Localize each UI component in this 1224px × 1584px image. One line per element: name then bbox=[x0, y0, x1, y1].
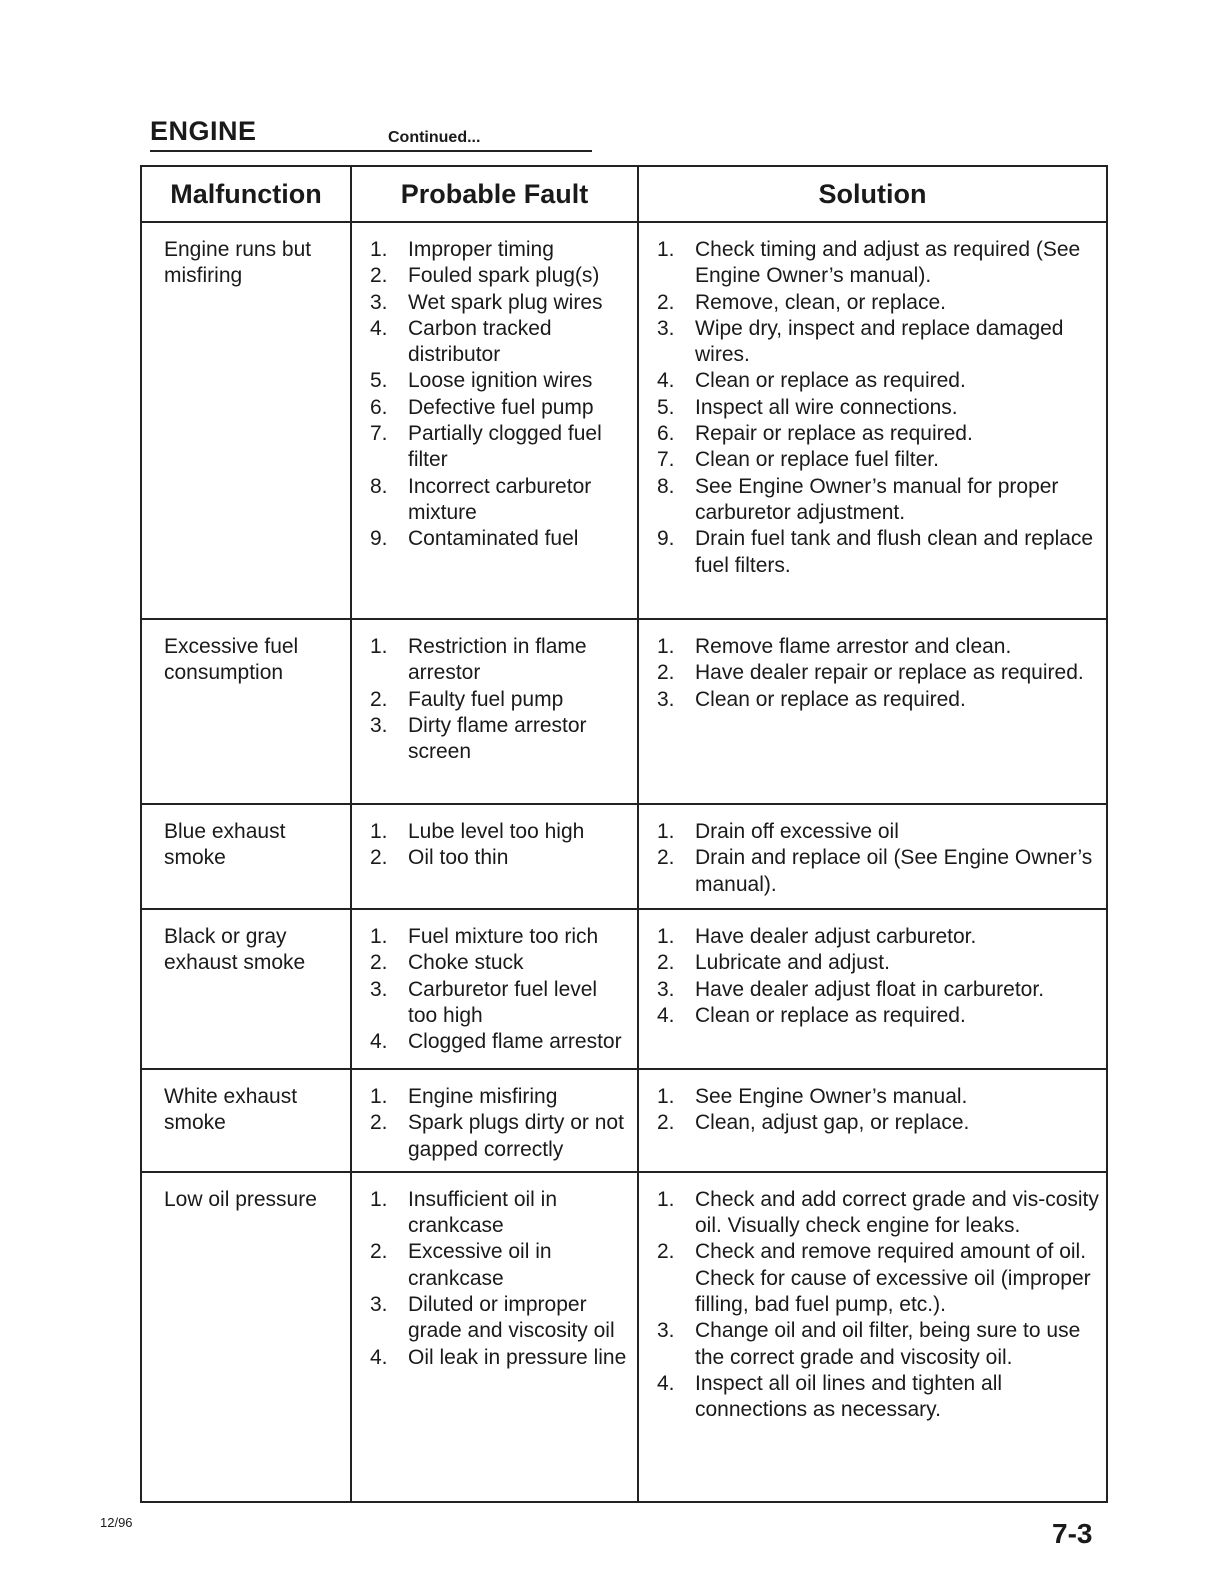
column-header-malfunction: Malfunction bbox=[141, 166, 351, 222]
malfunction-cell: Low oil pressure bbox=[141, 1172, 351, 1502]
item-number: 5. bbox=[657, 395, 675, 419]
item-number: 3. bbox=[370, 977, 388, 1001]
table-row bbox=[141, 909, 1107, 1069]
item-text: Oil leak in pressure line bbox=[408, 1345, 627, 1369]
item-text: Excessive oil in crankcase bbox=[408, 1240, 552, 1290]
list-item bbox=[370, 290, 631, 316]
item-number: 1. bbox=[657, 925, 675, 948]
list-item bbox=[370, 526, 631, 552]
list-item bbox=[370, 977, 631, 1030]
item-text: Improper timing bbox=[408, 238, 554, 261]
column-header-solution: Solution bbox=[638, 166, 1107, 222]
item-text: Remove flame arrestor and clean. bbox=[695, 635, 1012, 658]
list-item bbox=[657, 1239, 1100, 1318]
probable-fault-list bbox=[370, 924, 631, 1055]
probable-fault-list bbox=[370, 1187, 631, 1371]
item-text: Defective fuel pump bbox=[408, 395, 594, 419]
item-text: Change oil and oil filter, being sure to use the correct grade and viscosity oil. bbox=[695, 1319, 1081, 1369]
list-item bbox=[370, 421, 631, 474]
item-text: Clogged flame arrestor bbox=[408, 1030, 622, 1054]
list-item bbox=[657, 237, 1100, 290]
table-row bbox=[141, 1069, 1107, 1172]
list-item bbox=[370, 368, 631, 394]
section-title: ENGINE bbox=[150, 116, 257, 146]
section-header bbox=[150, 112, 592, 152]
item-number: 4. bbox=[370, 1345, 388, 1369]
probable-fault-list bbox=[370, 237, 631, 553]
item-number: 2. bbox=[370, 687, 388, 711]
item-text: Clean or replace as required. bbox=[695, 1003, 966, 1027]
item-number: 3. bbox=[370, 290, 388, 314]
item-text: Wet spark plug wires bbox=[408, 290, 603, 314]
list-item bbox=[657, 395, 1100, 421]
table-row bbox=[141, 619, 1107, 804]
list-item bbox=[370, 316, 631, 369]
malfunction-cell: Engine runs but misfiring bbox=[141, 222, 351, 619]
item-number: 1. bbox=[370, 238, 388, 261]
item-text: Clean or replace fuel filter. bbox=[695, 448, 939, 472]
list-item bbox=[657, 634, 1100, 660]
item-text: See Engine Owner’s manual. bbox=[695, 1085, 968, 1108]
item-number: 2. bbox=[370, 1240, 388, 1264]
list-item bbox=[370, 845, 631, 871]
item-text: Lubricate and adjust. bbox=[695, 951, 890, 975]
list-item bbox=[370, 713, 631, 766]
solution-list bbox=[657, 1084, 1100, 1137]
item-number: 2. bbox=[657, 290, 675, 314]
item-text: Spark plugs dirty or not gapped correctly bbox=[408, 1111, 624, 1161]
list-item bbox=[657, 660, 1100, 686]
probable-fault-cell bbox=[351, 1069, 638, 1172]
probable-fault-list bbox=[370, 1084, 631, 1163]
item-number: 2. bbox=[370, 1111, 388, 1135]
item-text: Have dealer adjust float in carburetor. bbox=[695, 977, 1045, 1001]
item-number: 6. bbox=[657, 422, 675, 446]
item-number: 2. bbox=[370, 846, 388, 870]
list-item bbox=[370, 263, 631, 289]
item-text: Faulty fuel pump bbox=[408, 687, 564, 711]
item-number: 3. bbox=[370, 1293, 388, 1317]
item-number: 1. bbox=[657, 1187, 675, 1211]
item-text: Inspect all wire connections. bbox=[695, 395, 958, 419]
list-item bbox=[657, 474, 1100, 527]
table-row bbox=[141, 222, 1107, 619]
item-number: 4. bbox=[657, 1371, 675, 1395]
solution-list bbox=[657, 634, 1100, 713]
item-number: 7. bbox=[370, 422, 388, 446]
item-text: Check and add correct grade and vis-cosity oil. Visually check engine for leaks. bbox=[695, 1187, 1099, 1238]
list-item bbox=[370, 1029, 631, 1055]
item-text: Inspect all oil lines and tighten all connections as necessary. bbox=[695, 1371, 1003, 1422]
list-item bbox=[370, 1345, 631, 1371]
solution-cell bbox=[638, 619, 1107, 804]
solution-list bbox=[657, 1187, 1100, 1424]
item-number: 1. bbox=[657, 820, 675, 843]
item-number: 5. bbox=[370, 369, 388, 393]
item-number: 3. bbox=[657, 316, 675, 340]
page-number: 7-3 bbox=[1052, 1518, 1093, 1549]
malfunction-cell: Blue exhaust smoke bbox=[141, 804, 351, 909]
solution-list bbox=[657, 924, 1100, 1029]
item-text: Have dealer adjust carburetor. bbox=[695, 925, 977, 948]
list-item bbox=[370, 1110, 631, 1163]
item-number: 8. bbox=[657, 474, 675, 498]
list-item bbox=[657, 368, 1100, 394]
item-text: Fouled spark plug(s) bbox=[408, 264, 600, 288]
item-text: Wipe dry, inspect and replace damaged wires. bbox=[695, 316, 1064, 367]
item-text: Clean or replace as required. bbox=[695, 369, 966, 393]
item-number: 4. bbox=[370, 316, 388, 340]
item-text: Drain fuel tank and flush clean and replace fuel filters. bbox=[695, 527, 1094, 577]
item-number: 1. bbox=[370, 635, 388, 658]
malfunction-cell: Excessive fuel consumption bbox=[141, 619, 351, 804]
item-text: Fuel mixture too rich bbox=[408, 925, 599, 948]
list-item bbox=[370, 687, 631, 713]
revision-date: 12/96 bbox=[100, 1515, 133, 1530]
table-row bbox=[141, 1172, 1107, 1502]
item-number: 1. bbox=[370, 1085, 388, 1108]
item-number: 2. bbox=[657, 951, 675, 975]
item-number: 3. bbox=[370, 713, 388, 737]
item-text: Carbon tracked distributor bbox=[408, 316, 552, 367]
item-number: 1. bbox=[370, 1187, 388, 1211]
item-number: 1. bbox=[370, 925, 388, 948]
table-header-row bbox=[141, 166, 1107, 222]
item-text: Lube level too high bbox=[408, 820, 585, 843]
item-text: Have dealer repair or replace as required. bbox=[695, 661, 1084, 685]
item-text: See Engine Owner’s manual for proper carburetor adjustment. bbox=[695, 474, 1059, 524]
item-number: 3. bbox=[657, 977, 675, 1001]
probable-fault-list bbox=[370, 819, 631, 872]
list-item bbox=[657, 1371, 1100, 1424]
item-text: Remove, clean, or replace. bbox=[695, 290, 946, 314]
list-item bbox=[657, 924, 1100, 950]
list-item bbox=[657, 1318, 1100, 1371]
item-text: Oil too thin bbox=[408, 846, 509, 870]
probable-fault-cell bbox=[351, 909, 638, 1069]
probable-fault-cell bbox=[351, 222, 638, 619]
item-number: 9. bbox=[370, 527, 388, 551]
item-text: Contaminated fuel bbox=[408, 527, 579, 551]
list-item bbox=[657, 1187, 1100, 1240]
list-item bbox=[370, 634, 631, 687]
item-number: 3. bbox=[657, 687, 675, 711]
column-header-probable-fault: Probable Fault bbox=[351, 166, 638, 222]
list-item bbox=[657, 845, 1100, 898]
probable-fault-cell bbox=[351, 1172, 638, 1502]
solution-cell bbox=[638, 804, 1107, 909]
list-item bbox=[657, 977, 1100, 1003]
list-item bbox=[657, 1110, 1100, 1136]
item-text: Drain off excessive oil bbox=[695, 820, 899, 843]
item-number: 1. bbox=[657, 635, 675, 658]
item-number: 4. bbox=[657, 1003, 675, 1027]
item-text: Restriction in flame arrestor bbox=[408, 635, 587, 685]
probable-fault-list bbox=[370, 634, 631, 765]
solution-cell bbox=[638, 909, 1107, 1069]
probable-fault-cell bbox=[351, 619, 638, 804]
malfunction-cell: White exhaust smoke bbox=[141, 1069, 351, 1172]
list-item bbox=[370, 924, 631, 950]
list-item bbox=[370, 474, 631, 527]
probable-fault-cell bbox=[351, 804, 638, 909]
list-item bbox=[657, 316, 1100, 369]
list-item bbox=[370, 1292, 631, 1345]
list-item bbox=[370, 950, 631, 976]
item-number: 8. bbox=[370, 474, 388, 498]
item-number: 2. bbox=[370, 951, 388, 975]
table-row bbox=[141, 804, 1107, 909]
item-number: 4. bbox=[370, 1030, 388, 1054]
item-number: 2. bbox=[657, 1240, 675, 1264]
list-item bbox=[370, 1084, 631, 1110]
item-text: Clean, adjust gap, or replace. bbox=[695, 1111, 970, 1135]
item-text: Check and remove required amount of oil. Check for cause of excessive oil (improper filling, bad fuel pump, etc.). bbox=[695, 1240, 1091, 1317]
malfunction-cell: Black or gray exhaust smoke bbox=[141, 909, 351, 1069]
solution-cell bbox=[638, 222, 1107, 619]
list-item bbox=[657, 290, 1100, 316]
item-number: 7. bbox=[657, 448, 675, 472]
list-item bbox=[370, 1187, 631, 1240]
list-item bbox=[657, 819, 1100, 845]
item-number: 1. bbox=[657, 238, 675, 261]
item-number: 4. bbox=[657, 369, 675, 393]
item-text: Choke stuck bbox=[408, 951, 524, 975]
item-text: Carburetor fuel level too high bbox=[408, 977, 598, 1027]
item-number: 9. bbox=[657, 527, 675, 551]
list-item bbox=[657, 1003, 1100, 1029]
troubleshooting-table bbox=[140, 165, 1108, 1503]
item-text: Incorrect carburetor mixture bbox=[408, 474, 592, 524]
item-number: 2. bbox=[370, 264, 388, 288]
item-number: 2. bbox=[657, 1111, 675, 1135]
item-number: 2. bbox=[657, 661, 675, 685]
item-number: 1. bbox=[370, 820, 388, 843]
item-text: Engine misfiring bbox=[408, 1085, 558, 1108]
item-text: Diluted or improper grade and viscosity oil bbox=[408, 1293, 615, 1343]
list-item bbox=[657, 421, 1100, 447]
solution-list bbox=[657, 819, 1100, 898]
item-text: Dirty flame arrestor screen bbox=[408, 713, 587, 764]
list-item bbox=[657, 1084, 1100, 1110]
item-text: Loose ignition wires bbox=[408, 369, 593, 393]
item-number: 2. bbox=[657, 846, 675, 870]
list-item bbox=[657, 687, 1100, 713]
list-item bbox=[370, 395, 631, 421]
list-item bbox=[657, 526, 1100, 579]
list-item bbox=[370, 1239, 631, 1292]
continued-label: Continued... bbox=[388, 129, 481, 146]
item-text: Check timing and adjust as required (See Engine Owner’s manual). bbox=[695, 238, 1081, 288]
item-number: 6. bbox=[370, 395, 388, 419]
solution-cell bbox=[638, 1172, 1107, 1502]
solution-list bbox=[657, 237, 1100, 579]
list-item bbox=[370, 819, 631, 845]
list-item bbox=[657, 447, 1100, 473]
item-text: Repair or replace as required. bbox=[695, 422, 973, 446]
item-text: Drain and replace oil (See Engine Owner’s manual). bbox=[695, 846, 1093, 896]
list-item bbox=[657, 950, 1100, 976]
item-number: 3. bbox=[657, 1319, 675, 1343]
item-text: Clean or replace as required. bbox=[695, 687, 966, 711]
list-item bbox=[370, 237, 631, 263]
solution-cell bbox=[638, 1069, 1107, 1172]
item-text: Insufficient oil in crankcase bbox=[408, 1187, 558, 1238]
item-text: Partially clogged fuel filter bbox=[408, 422, 602, 472]
item-number: 1. bbox=[657, 1085, 675, 1108]
